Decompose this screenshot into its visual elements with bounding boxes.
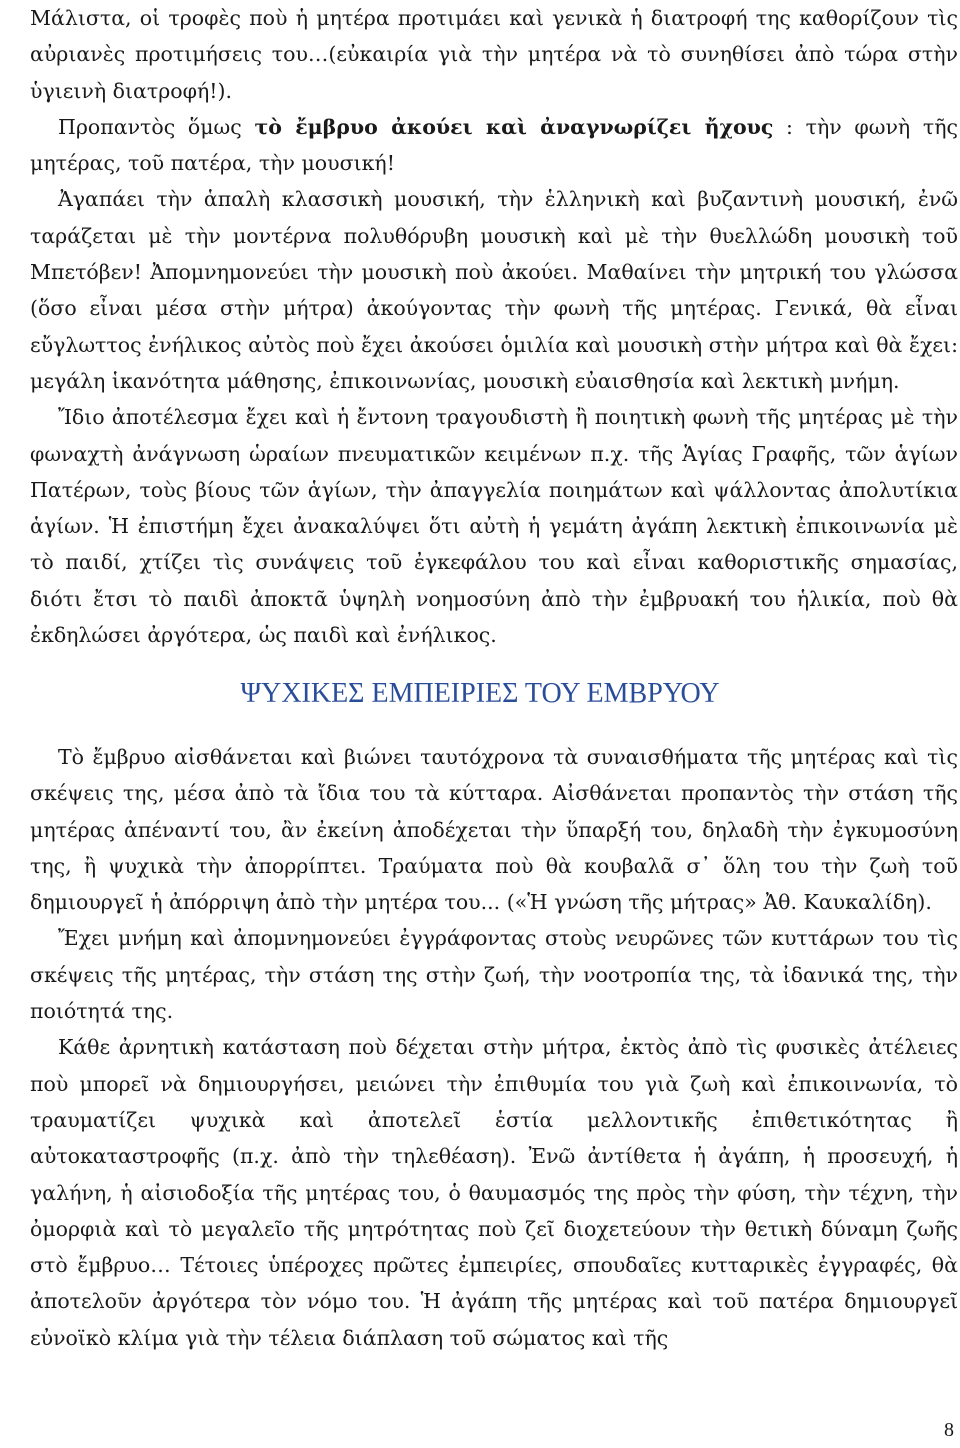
paragraph-negative-states: Κάθε ἀρνητικὴ κατάσταση ποὺ δέχεται στὴν μήτρα, ἐκτὸς ἀπὸ τὶς φυσικὲς ἀτέλειες ποὺ μπορεῖ νὰ δημιουργήσει, μειώνει τὴν ἐπιθυμία του γιὰ ζωὴ καὶ ἐπικοινωνία, τὸ τραυματίζει ψυχικὰ καὶ ἀποτελεῖ ἑστία μελλοντικῆς ἐπιθετικότητας ἢ αὐτοκαταστροφῆς (π.χ. ἀπὸ τὴν τηλεθέαση). Ἐνῶ ἀντίθετα ἡ ἀγάπη, ἡ προσευχή, ἡ γαλήνη, ἡ αἰσιοδοξία τῆς μητέρας του, ὁ θαυμασμός της πρὸς τὴν φύση, τὴν τέχνη, τὴν ὀμορφιὰ καὶ τὸ μεγαλεῖο τῆς μητρότητας ποὺ ζεῖ διοχετεύουν τὴν θετικὴ δύναμη ζωῆς στὸ ἔμβρυο… Τέτοιες ὑπέροχες πρῶτες ἐμπειρίες, σπουδαῖες κυτταρικὲς ἐγγραφές, θὰ ἀποτελοῦν ἀργότερα τὸν νόμο του. Ἡ ἀγάπη τῆς μητέρας καὶ τοῦ πατέρα δημιουργεῖ εὐνοϊκὸ κλίμα γιὰ τὴν τέλεια διάπλαση τοῦ σώματος καὶ τῆς bbox=[30, 1035, 958, 1350]
section2 bbox=[30, 739, 958, 1356]
paragraph-voice: Ἴδιο ἀποτέλεσμα ἔχει καὶ ἡ ἔντονη τραγουδιστὴ ἢ ποιητικὴ φωνὴ τῆς μητέρας μὲ τὴν φωναχτὴ ἀνάγνωση ὡραίων πνευματικῶν κειμένων π.χ. τῆς Ἁγίας Γραφῆς, τῶν ἁγίων Πατέρων, τοὺς βίους τῶν ἁγίων, τὴν ἀπαγγελία ποιημάτων καὶ ψάλλοντας ἀπολυτίκια ἁγίων. Ἡ ἐπιστήμη ἔχει ἀνακαλύψει ὅτι αὐτὴ ἡ γεμάτη ἀγάπη λεκτικὴ ἐπικοινωνία μὲ τὸ παιδί, χτίζει τὶς συνάψεις τοῦ ἐγκεφάλου του καὶ εἶναι καθοριστικῆς σημασίας, διότι ἔτσι τὸ παιδὶ ἀποκτᾶ ὑψηλὴ νοημοσύνη ἀπὸ τὴν ἐμβρυακή του ἡλικία, ποὺ θὰ ἐκδηλώσει ἀργότερα, ὡς παιδὶ καὶ ἐνήλικος. bbox=[30, 405, 958, 648]
paragraph-hearing-lead: Προπαντὸς ὅμως bbox=[58, 114, 255, 139]
paragraph-hearing bbox=[30, 109, 958, 182]
paragraph-hearing-tail: : τὴν φωνὴ τῆς μητέρας, τοῦ πατέρα, τὴν μουσική! bbox=[30, 114, 958, 176]
paragraph-memory: Ἔχει μνήμη καὶ ἀπομνημονεύει ἐγγράφοντας στοὺς νευρῶνες τῶν κυττάρων του τὶς σκέψεις τῆς μητέρας, τὴν στάση της στὴν ζωή, τὴν νοοτροπία της, τὰ ἰδανικά της, τὴν ποιότητά της. bbox=[30, 926, 958, 1024]
paragraph-diet: Μάλιστα, οἱ τροφὲς ποὺ ἡ μητέρα προτιμάει καὶ γενικὰ ἡ διατροφή της καθορίζουν τὶς αὐριανὲς προτιμήσεις του…(εὐκαιρία γιὰ τὴν μητέρα νὰ τὸ συνηθίσει ἀπὸ τώρα στὴν ὑγιεινὴ διατροφή!). bbox=[30, 6, 958, 103]
paragraph-emotions: Τὸ ἔμβρυο αἰσθάνεται καὶ βιώνει ταυτόχρονα τὰ συναισθήματα τῆς μητέρας καὶ τὶς σκέψεις της, μέσα ἀπὸ τὰ ἴδια του τὰ κύτταρα. Αἰσθάνεται προπαντὸς τὴν στάση τῆς μητέρας ἀπέναντί του, ἂν ἐκείνη ἀποδέχεται τὴν ὕπαρξή του, δηλαδὴ τὴν ἐγκυμοσύνη της, ἢ ψυχικὰ τὴν ἀπορρίπτει. Τραύματα ποὺ θὰ κουβαλᾶ σ᾽ ὅλη του τὴν ζωὴ τοῦ δημιουργεῖ ἡ ἀπόρριψη ἀπὸ τὴν μητέρα του... («Ἡ γνώση τῆς μήτρας» Ἀθ. Καυκαλίδη). bbox=[30, 745, 958, 915]
page-number: 8 bbox=[944, 1419, 954, 1441]
paragraph-hearing-bold: τὸ ἔμβρυο ἀκούει καὶ ἀναγνωρίζει ἤχους bbox=[254, 114, 774, 139]
paragraph-music: Ἀγαπάει τὴν ἁπαλὴ κλασσικὴ μουσική, τὴν ἑλληνικὴ καὶ βυζαντινὴ μουσική, ἐνῶ ταράζεται μὲ τὴν μοντέρνα πολυθόρυβη μουσικὴ καὶ μὲ τὴν θυελλώδη μουσικὴ τοῦ Μπετόβεν! Ἀπομνημονεύει τὴν μουσικὴ ποὺ ἀκούει. Μαθαίνει τὴν μητρική του γλώσσα (ὅσο εἶναι μέσα στὴν μήτρα) ἀκούγοντας τὴν φωνὴ τῆς μητέρας. Γενικά, θὰ εἶναι εὔγλωττος ἐνήλικος αὐτὸς ποὺ ἔχει ἀκούσει ὁμιλία καὶ μουσικὴ στὴν μήτρα καὶ θὰ ἔχει: μεγάλη ἱκανότητα μάθησης, ἐπικοινωνίας, μουσικὴ εὐαισθησία καὶ λεκτικὴ μνήμη. bbox=[30, 187, 958, 393]
section1 bbox=[30, 0, 958, 653]
section-heading: ΨΥΧΙΚΕΣ ΕΜΠΕΙΡΙΕΣ ΤΟΥ ΕΜΒΡΥΟΥ bbox=[240, 678, 720, 709]
